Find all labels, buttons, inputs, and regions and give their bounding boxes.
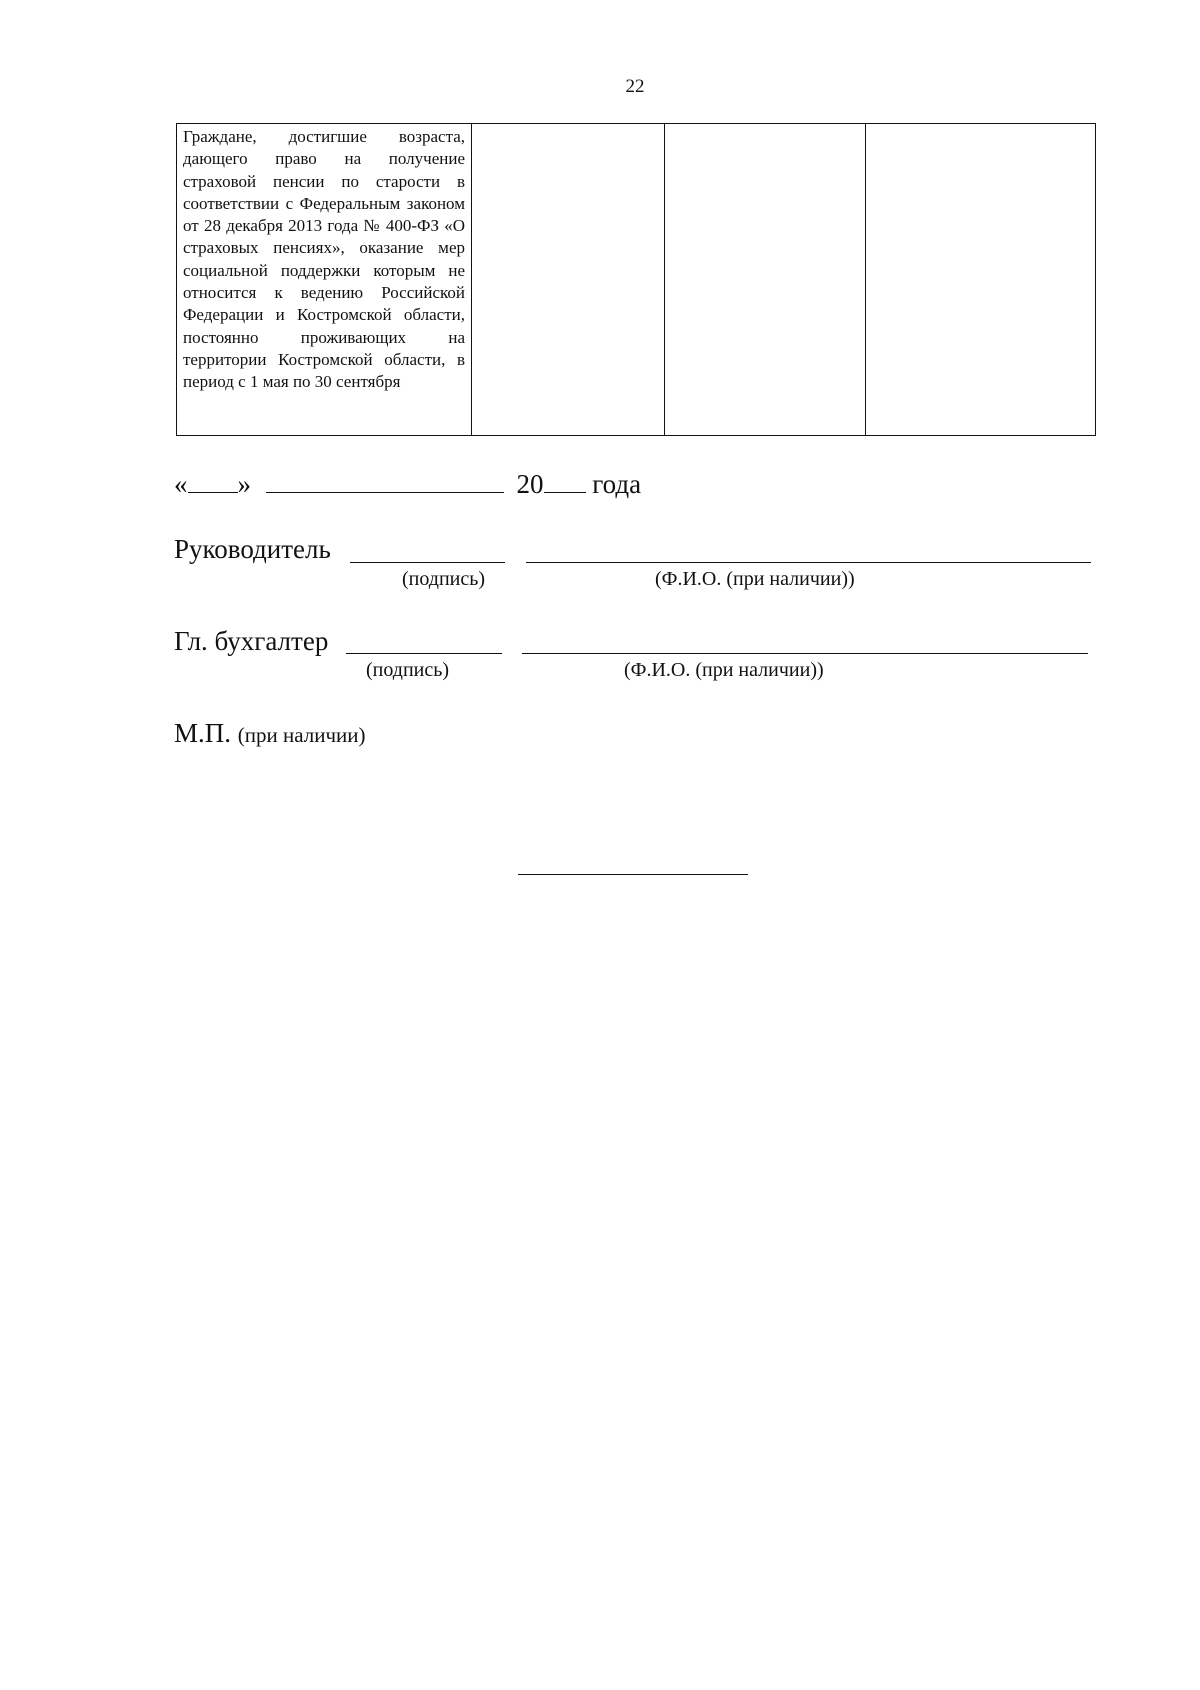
accountant-name-caption: (Ф.И.О. (при наличии)) <box>624 659 824 681</box>
date-close-quote: » <box>237 469 251 499</box>
head-label: Руководитель <box>174 534 331 564</box>
category-cell <box>177 124 472 436</box>
page-number: 22 <box>625 76 645 97</box>
year-prefix: 20 <box>516 469 544 499</box>
head-name-caption: (Ф.И.О. (при наличии)) <box>655 568 855 590</box>
end-of-document-rule <box>518 874 748 875</box>
head-signature-line <box>350 562 505 563</box>
benefit-category-table <box>176 123 1096 436</box>
empty-cell-4 <box>866 124 1096 436</box>
accountant-signature-caption: (подпись) <box>366 659 450 681</box>
stamp-place <box>174 718 365 749</box>
day-blank <box>188 468 238 493</box>
stamp-label: М.П. <box>174 718 232 748</box>
year-suffix: года <box>592 469 642 499</box>
head-signature-caption: (подпись) <box>402 568 486 590</box>
year-blank <box>544 468 586 493</box>
category-description: Граждане, достигшие возраста, дающего право на получение страховой пенсии по старости в соответствии с Федеральным законом от 28 декабря 2013 года № 400-ФЗ «О страховых пенсиях», оказание мер социальной поддержки которым не относится к ведению Российской Федерации и Костромской области, постоянно проживающих на территории Костромской области, в период с 1 мая по 30 сентября <box>183 127 465 392</box>
accountant-name-line <box>522 653 1088 654</box>
date-line <box>174 468 641 500</box>
empty-cell-3 <box>665 124 866 436</box>
month-blank <box>266 468 504 493</box>
empty-cell-2 <box>472 124 665 436</box>
table-row <box>177 124 1096 436</box>
accountant-label: Гл. бухгалтер <box>174 626 329 656</box>
stamp-note: (при наличии) <box>237 723 366 747</box>
head-name-line <box>526 562 1091 563</box>
date-open-quote: « <box>174 469 188 499</box>
accountant-signature-line <box>346 653 502 654</box>
